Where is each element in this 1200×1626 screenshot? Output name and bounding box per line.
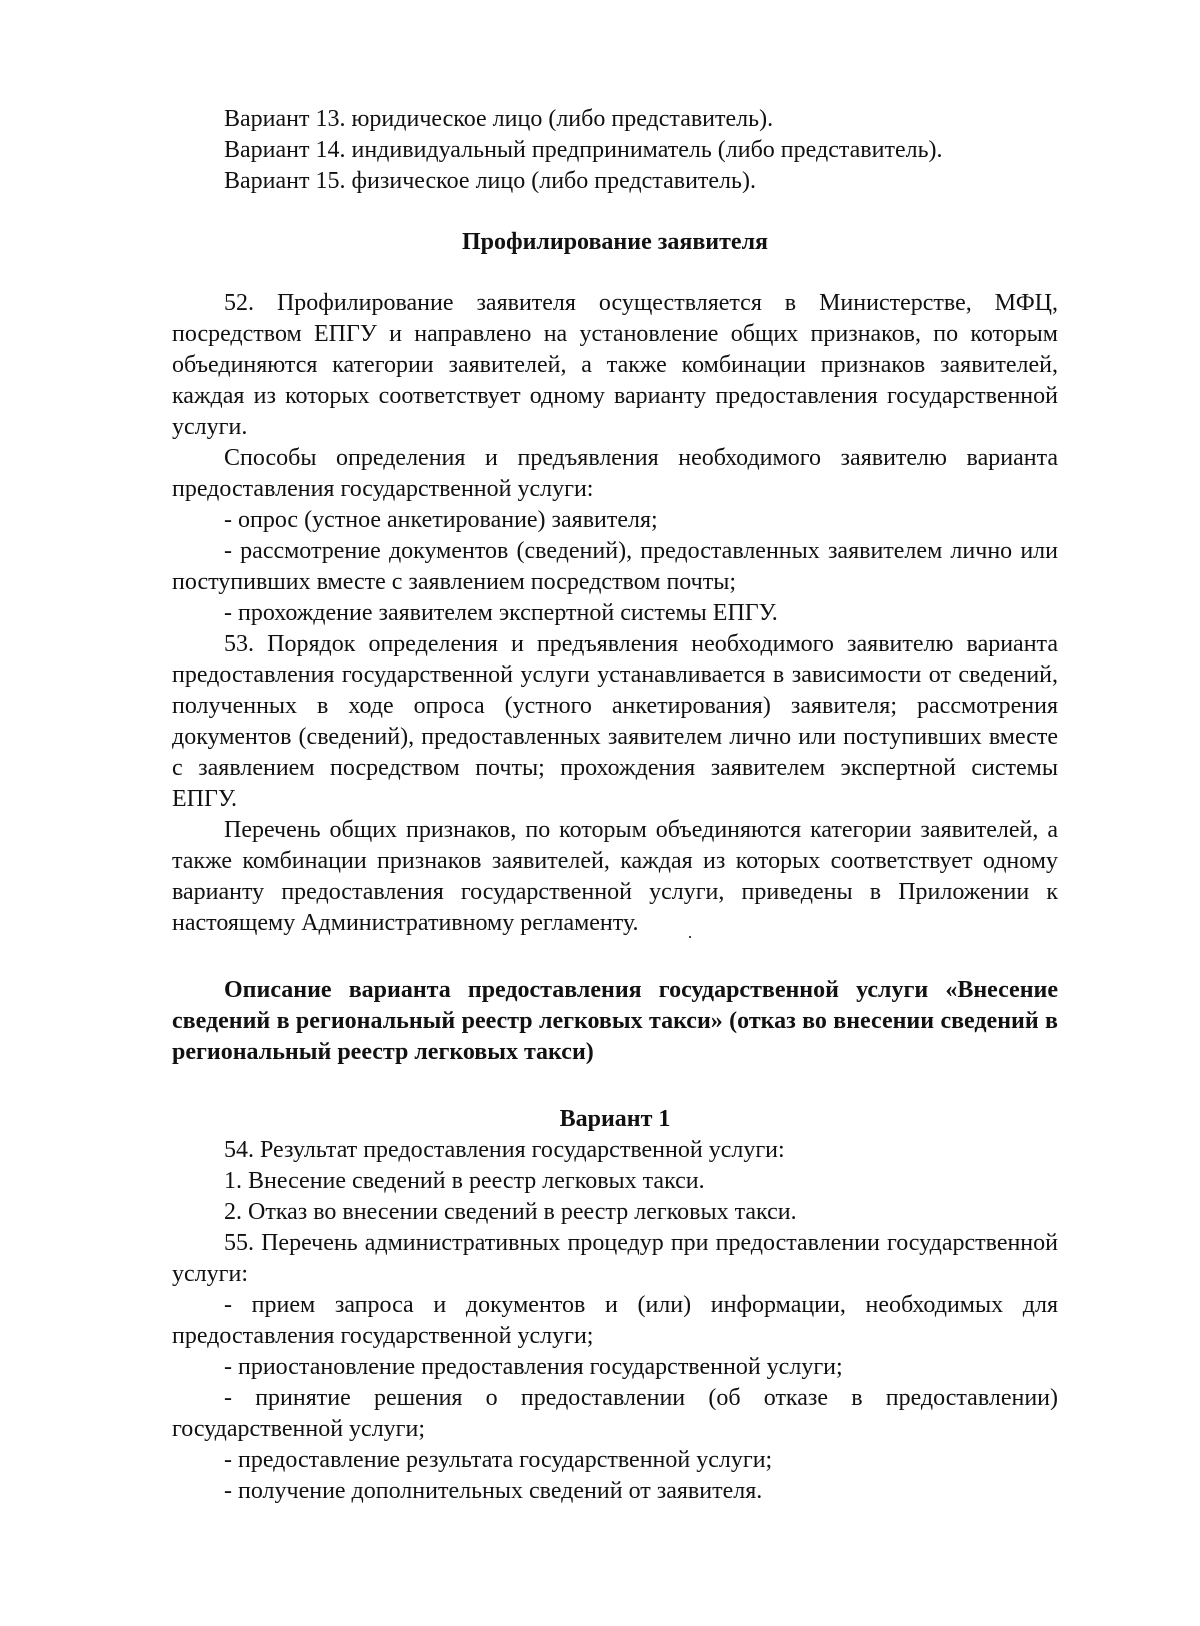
method-expert-system: - прохождение заявителем экспертной системы ЕПГУ. [224, 600, 778, 626]
variant-14-line: Вариант 14. индивидуальный предприниматель (либо представитель). [224, 137, 943, 163]
scan-speck [689, 936, 691, 938]
procedure-2: - приостановление предоставления государственной услуги; [224, 1354, 843, 1380]
method-survey: - опрос (устное анкетирование) заявителя; [224, 507, 658, 533]
paragraph-54: 54. Результат предоставления государственной услуги: [224, 1137, 785, 1163]
paragraph-53: 53. Порядок определения и предъявления необходимого заявителю варианта предоставления государственной услуги устанавливается в зависимости от сведений, полученных в ходе опроса (устного анкетирования) заявителя; рассмотрения документов (сведений), предоставленных заявителем лично или поступивших вместе с заявлением посредством почты; прохождения заявителем экспертной системы ЕПГУ. [172, 631, 1058, 812]
variant-1-heading: Вариант 1 [559, 1106, 671, 1132]
procedure-3: - принятие решения о предоставлении (об отказе в предоставлении) государственной услуги; [172, 1385, 1058, 1442]
methods-intro: Способы определения и предъявления необходимого заявителю варианта предоставления государственной услуги: [172, 445, 1058, 502]
variant-15-line: Вариант 15. физическое лицо (либо представитель). [224, 168, 756, 194]
paragraph-52: 52. Профилирование заявителя осуществляется в Министерстве, МФЦ, посредством ЕПГУ и направлено на установление общих признаков, по которым объединяются категории заявителей, а также комбинации признаков заявителей, каждая из которых соответствует одному варианту предоставления государственной услуги. [172, 290, 1058, 440]
document-page [172, 104, 1058, 1507]
paragraph-55: 55. Перечень административных процедур при предоставлении государственной услуги: [172, 1230, 1058, 1287]
method-documents: - рассмотрение документов (сведений), предоставленных заявителем лично или поступивших вместе с заявлением посредством почты; [172, 538, 1058, 595]
procedure-5: - получение дополнительных сведений от заявителя. [224, 1478, 763, 1504]
procedure-4: - предоставление результата государственной услуги; [224, 1447, 773, 1473]
result-1: 1. Внесение сведений в реестр легковых такси. [224, 1168, 705, 1194]
variant-13-line: Вариант 13. юридическое лицо (либо представитель). [224, 106, 774, 132]
profiling-heading: Профилирование заявителя [461, 229, 769, 255]
description-heading: Описание варианта предоставления государственной услуги «Внесение сведений в региональный реестр легковых такси» (отказ во внесении сведений в региональный реестр легковых такси) [172, 977, 1058, 1065]
features-list-paragraph: Перечень общих признаков, по которым объединяются категории заявителей, а также комбинации признаков заявителей, каждая из которых соответствует одному варианту предоставления государственной услуги, приведены в Приложении к настоящему Административному регламенту. [172, 817, 1058, 936]
procedure-1: - прием запроса и документов и (или) информации, необходимых для предоставления государственной услуги; [172, 1292, 1058, 1349]
result-2: 2. Отказ во внесении сведений в реестр легковых такси. [224, 1199, 797, 1225]
